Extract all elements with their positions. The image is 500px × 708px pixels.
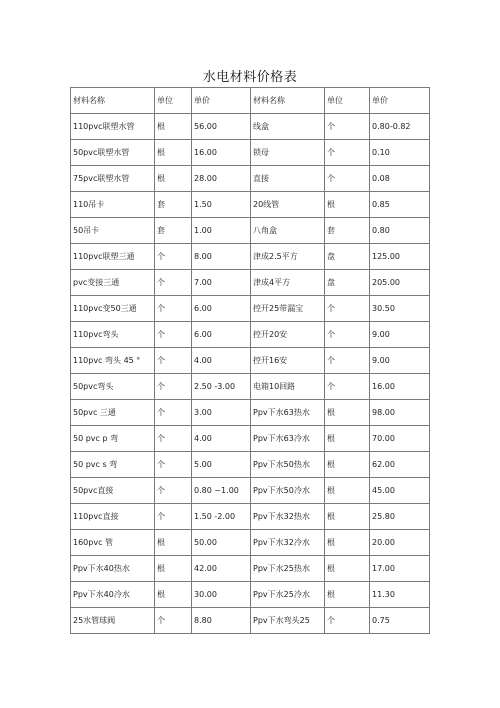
unit-cell: 根 <box>155 114 192 140</box>
header-unit-price-2: 单价 <box>370 88 430 114</box>
unit-cell-2: 根 <box>325 452 370 478</box>
unit-cell: 套 <box>155 218 192 244</box>
table-row <box>71 556 430 582</box>
material-name-cell-2: 八角盒 <box>251 218 325 244</box>
material-name-cell-2: Ppv下水63热水 <box>251 400 325 426</box>
material-name-cell: 50 pvc p 弯 <box>71 426 155 452</box>
unit-cell: 根 <box>155 530 192 556</box>
material-name-cell: Ppv下水40热水 <box>71 556 155 582</box>
unit-cell-2: 根 <box>325 400 370 426</box>
material-name-cell-2: Ppv下水50冷水 <box>251 478 325 504</box>
unit-cell: 个 <box>155 270 192 296</box>
unit-price-cell: 1.00 <box>192 218 251 244</box>
table-row <box>71 192 430 218</box>
table-row <box>71 374 430 400</box>
table-row <box>71 218 430 244</box>
unit-price-cell: 0.80 ~1.00 <box>192 478 251 504</box>
material-name-cell-2: Ppv下水弯头25 <box>251 608 325 634</box>
unit-cell-2: 个 <box>325 608 370 634</box>
material-name-cell-2: Ppv下水25冷水 <box>251 582 325 608</box>
page-title: 水电材料价格表 <box>202 70 298 85</box>
material-name-cell-2: 津成4平方 <box>251 270 325 296</box>
table-row <box>71 478 430 504</box>
unit-cell-2: 根 <box>325 582 370 608</box>
unit-cell: 个 <box>155 348 192 374</box>
unit-price-cell: 50.00 <box>192 530 251 556</box>
unit-price-cell-2: 11.30 <box>370 582 430 608</box>
material-name-cell-2: Ppv下水63冷水 <box>251 426 325 452</box>
unit-cell: 个 <box>155 478 192 504</box>
unit-cell: 个 <box>155 374 192 400</box>
material-name-cell: pvc变接三通 <box>71 270 155 296</box>
material-name-cell: 50pvc 三通 <box>71 400 155 426</box>
material-name-cell: 110pvc弯头 <box>71 322 155 348</box>
unit-price-cell: 2.50 -3.00 <box>192 374 251 400</box>
unit-price-cell: 4.00 <box>192 348 251 374</box>
unit-cell-2: 套 <box>325 218 370 244</box>
unit-cell-2: 盘 <box>325 244 370 270</box>
header-material-name-2: 材料名称 <box>251 88 325 114</box>
header-unit-2: 单位 <box>325 88 370 114</box>
table-row <box>71 166 430 192</box>
material-name-cell: 110pvc联塑三通 <box>71 244 155 270</box>
unit-price-cell-2: 62.00 <box>370 452 430 478</box>
table-row <box>71 426 430 452</box>
table-row <box>71 504 430 530</box>
unit-price-cell-2: 30.50 <box>370 296 430 322</box>
material-name-cell-2: Ppv下水32冷水 <box>251 530 325 556</box>
unit-cell-2: 个 <box>325 140 370 166</box>
unit-price-cell-2: 20.00 <box>370 530 430 556</box>
unit-price-cell: 3.00 <box>192 400 251 426</box>
unit-price-cell-2: 98.00 <box>370 400 430 426</box>
unit-price-cell-2: 0.80 <box>370 218 430 244</box>
material-name-cell-2: 控开20安 <box>251 322 325 348</box>
unit-price-cell: 30.00 <box>192 582 251 608</box>
material-name-cell-2: Ppv下水50热水 <box>251 452 325 478</box>
unit-cell-2: 个 <box>325 296 370 322</box>
unit-cell-2: 个 <box>325 114 370 140</box>
unit-cell-2: 个 <box>325 348 370 374</box>
table-row <box>71 114 430 140</box>
unit-price-cell-2: 0.85 <box>370 192 430 218</box>
unit-price-cell: 1.50 <box>192 192 251 218</box>
unit-price-cell-2: 0.08 <box>370 166 430 192</box>
material-name-cell: 50pvc弯头 <box>71 374 155 400</box>
material-name-cell: 50pvc直接 <box>71 478 155 504</box>
unit-cell: 个 <box>155 426 192 452</box>
unit-cell: 个 <box>155 322 192 348</box>
material-name-cell-2: 20线管 <box>251 192 325 218</box>
unit-price-cell: 8.00 <box>192 244 251 270</box>
material-name-cell: Ppv下水40冷水 <box>71 582 155 608</box>
material-name-cell: 50pvc联塑水管 <box>71 140 155 166</box>
table-row <box>71 530 430 556</box>
unit-price-cell-2: 17.00 <box>370 556 430 582</box>
material-name-cell-2: 津成2.5平方 <box>251 244 325 270</box>
unit-cell-2: 根 <box>325 530 370 556</box>
unit-cell-2: 个 <box>325 374 370 400</box>
table-row <box>71 348 430 374</box>
unit-price-cell: 8.80 <box>192 608 251 634</box>
table-row <box>71 140 430 166</box>
unit-cell-2: 根 <box>325 426 370 452</box>
unit-price-cell-2: 70.00 <box>370 426 430 452</box>
table-row <box>71 296 430 322</box>
unit-cell: 个 <box>155 296 192 322</box>
unit-price-cell: 5.00 <box>192 452 251 478</box>
unit-price-cell: 42.00 <box>192 556 251 582</box>
header-unit: 单位 <box>155 88 192 114</box>
unit-cell: 根 <box>155 556 192 582</box>
material-name-cell-2: 直接 <box>251 166 325 192</box>
unit-price-cell-2: 9.00 <box>370 348 430 374</box>
table-row <box>71 452 430 478</box>
unit-price-cell-2: 125.00 <box>370 244 430 270</box>
unit-price-cell: 1.50 -2.00 <box>192 504 251 530</box>
table-row <box>71 244 430 270</box>
unit-price-cell: 4.00 <box>192 426 251 452</box>
material-name-cell: 110pvc 弯头 45 ° <box>71 348 155 374</box>
table-body <box>71 114 430 634</box>
unit-price-cell: 7.00 <box>192 270 251 296</box>
unit-price-cell: 6.00 <box>192 296 251 322</box>
unit-price-cell-2: 205.00 <box>370 270 430 296</box>
unit-cell-2: 个 <box>325 166 370 192</box>
material-name-cell: 160pvc 管 <box>71 530 155 556</box>
table-row <box>71 608 430 634</box>
table-row <box>71 322 430 348</box>
material-name-cell: 50吊卡 <box>71 218 155 244</box>
unit-price-cell-2: 0.10 <box>370 140 430 166</box>
material-name-cell-2: Ppv下水32热水 <box>251 504 325 530</box>
unit-cell-2: 根 <box>325 504 370 530</box>
table-row <box>71 582 430 608</box>
unit-price-cell-2: 45.00 <box>370 478 430 504</box>
material-name-cell: 50 pvc s 弯 <box>71 452 155 478</box>
unit-cell-2: 根 <box>325 478 370 504</box>
unit-cell-2: 根 <box>325 192 370 218</box>
unit-cell: 根 <box>155 582 192 608</box>
unit-cell-2: 个 <box>325 322 370 348</box>
unit-price-cell-2: 9.00 <box>370 322 430 348</box>
header-material-name: 材料名称 <box>71 88 155 114</box>
header-unit-price: 单价 <box>192 88 251 114</box>
material-name-cell-2: Ppv下水25热水 <box>251 556 325 582</box>
material-name-cell: 25水管球阀 <box>71 608 155 634</box>
unit-price-cell-2: 16.00 <box>370 374 430 400</box>
unit-price-cell: 56.00 <box>192 114 251 140</box>
material-name-cell-2: 电箱10回路 <box>251 374 325 400</box>
material-name-cell-2: 线盒 <box>251 114 325 140</box>
price-table <box>70 87 430 634</box>
unit-price-cell-2: 25.80 <box>370 504 430 530</box>
table-row <box>71 270 430 296</box>
unit-cell: 个 <box>155 400 192 426</box>
unit-price-cell-2: 0.80-0.82 <box>370 114 430 140</box>
unit-price-cell-2: 0.75 <box>370 608 430 634</box>
material-name-cell-2: 控开25带漏宝 <box>251 296 325 322</box>
unit-cell: 个 <box>155 608 192 634</box>
unit-cell: 个 <box>155 244 192 270</box>
material-name-cell: 75pvc联塑水管 <box>71 166 155 192</box>
unit-price-cell: 6.00 <box>192 322 251 348</box>
material-name-cell: 110pvc变50三通 <box>71 296 155 322</box>
unit-price-cell: 16.00 <box>192 140 251 166</box>
material-name-cell-2: 控开16安 <box>251 348 325 374</box>
unit-price-cell: 28.00 <box>192 166 251 192</box>
material-name-cell-2: 锁母 <box>251 140 325 166</box>
material-name-cell: 110吊卡 <box>71 192 155 218</box>
unit-cell-2: 根 <box>325 556 370 582</box>
unit-cell: 个 <box>155 452 192 478</box>
unit-cell: 个 <box>155 504 192 530</box>
unit-cell: 根 <box>155 166 192 192</box>
unit-cell: 套 <box>155 192 192 218</box>
material-name-cell: 110pvc联塑水管 <box>71 114 155 140</box>
material-name-cell: 110pvc直接 <box>71 504 155 530</box>
unit-cell-2: 盘 <box>325 270 370 296</box>
table-header-row <box>71 88 430 114</box>
unit-cell: 根 <box>155 140 192 166</box>
table-row <box>71 400 430 426</box>
